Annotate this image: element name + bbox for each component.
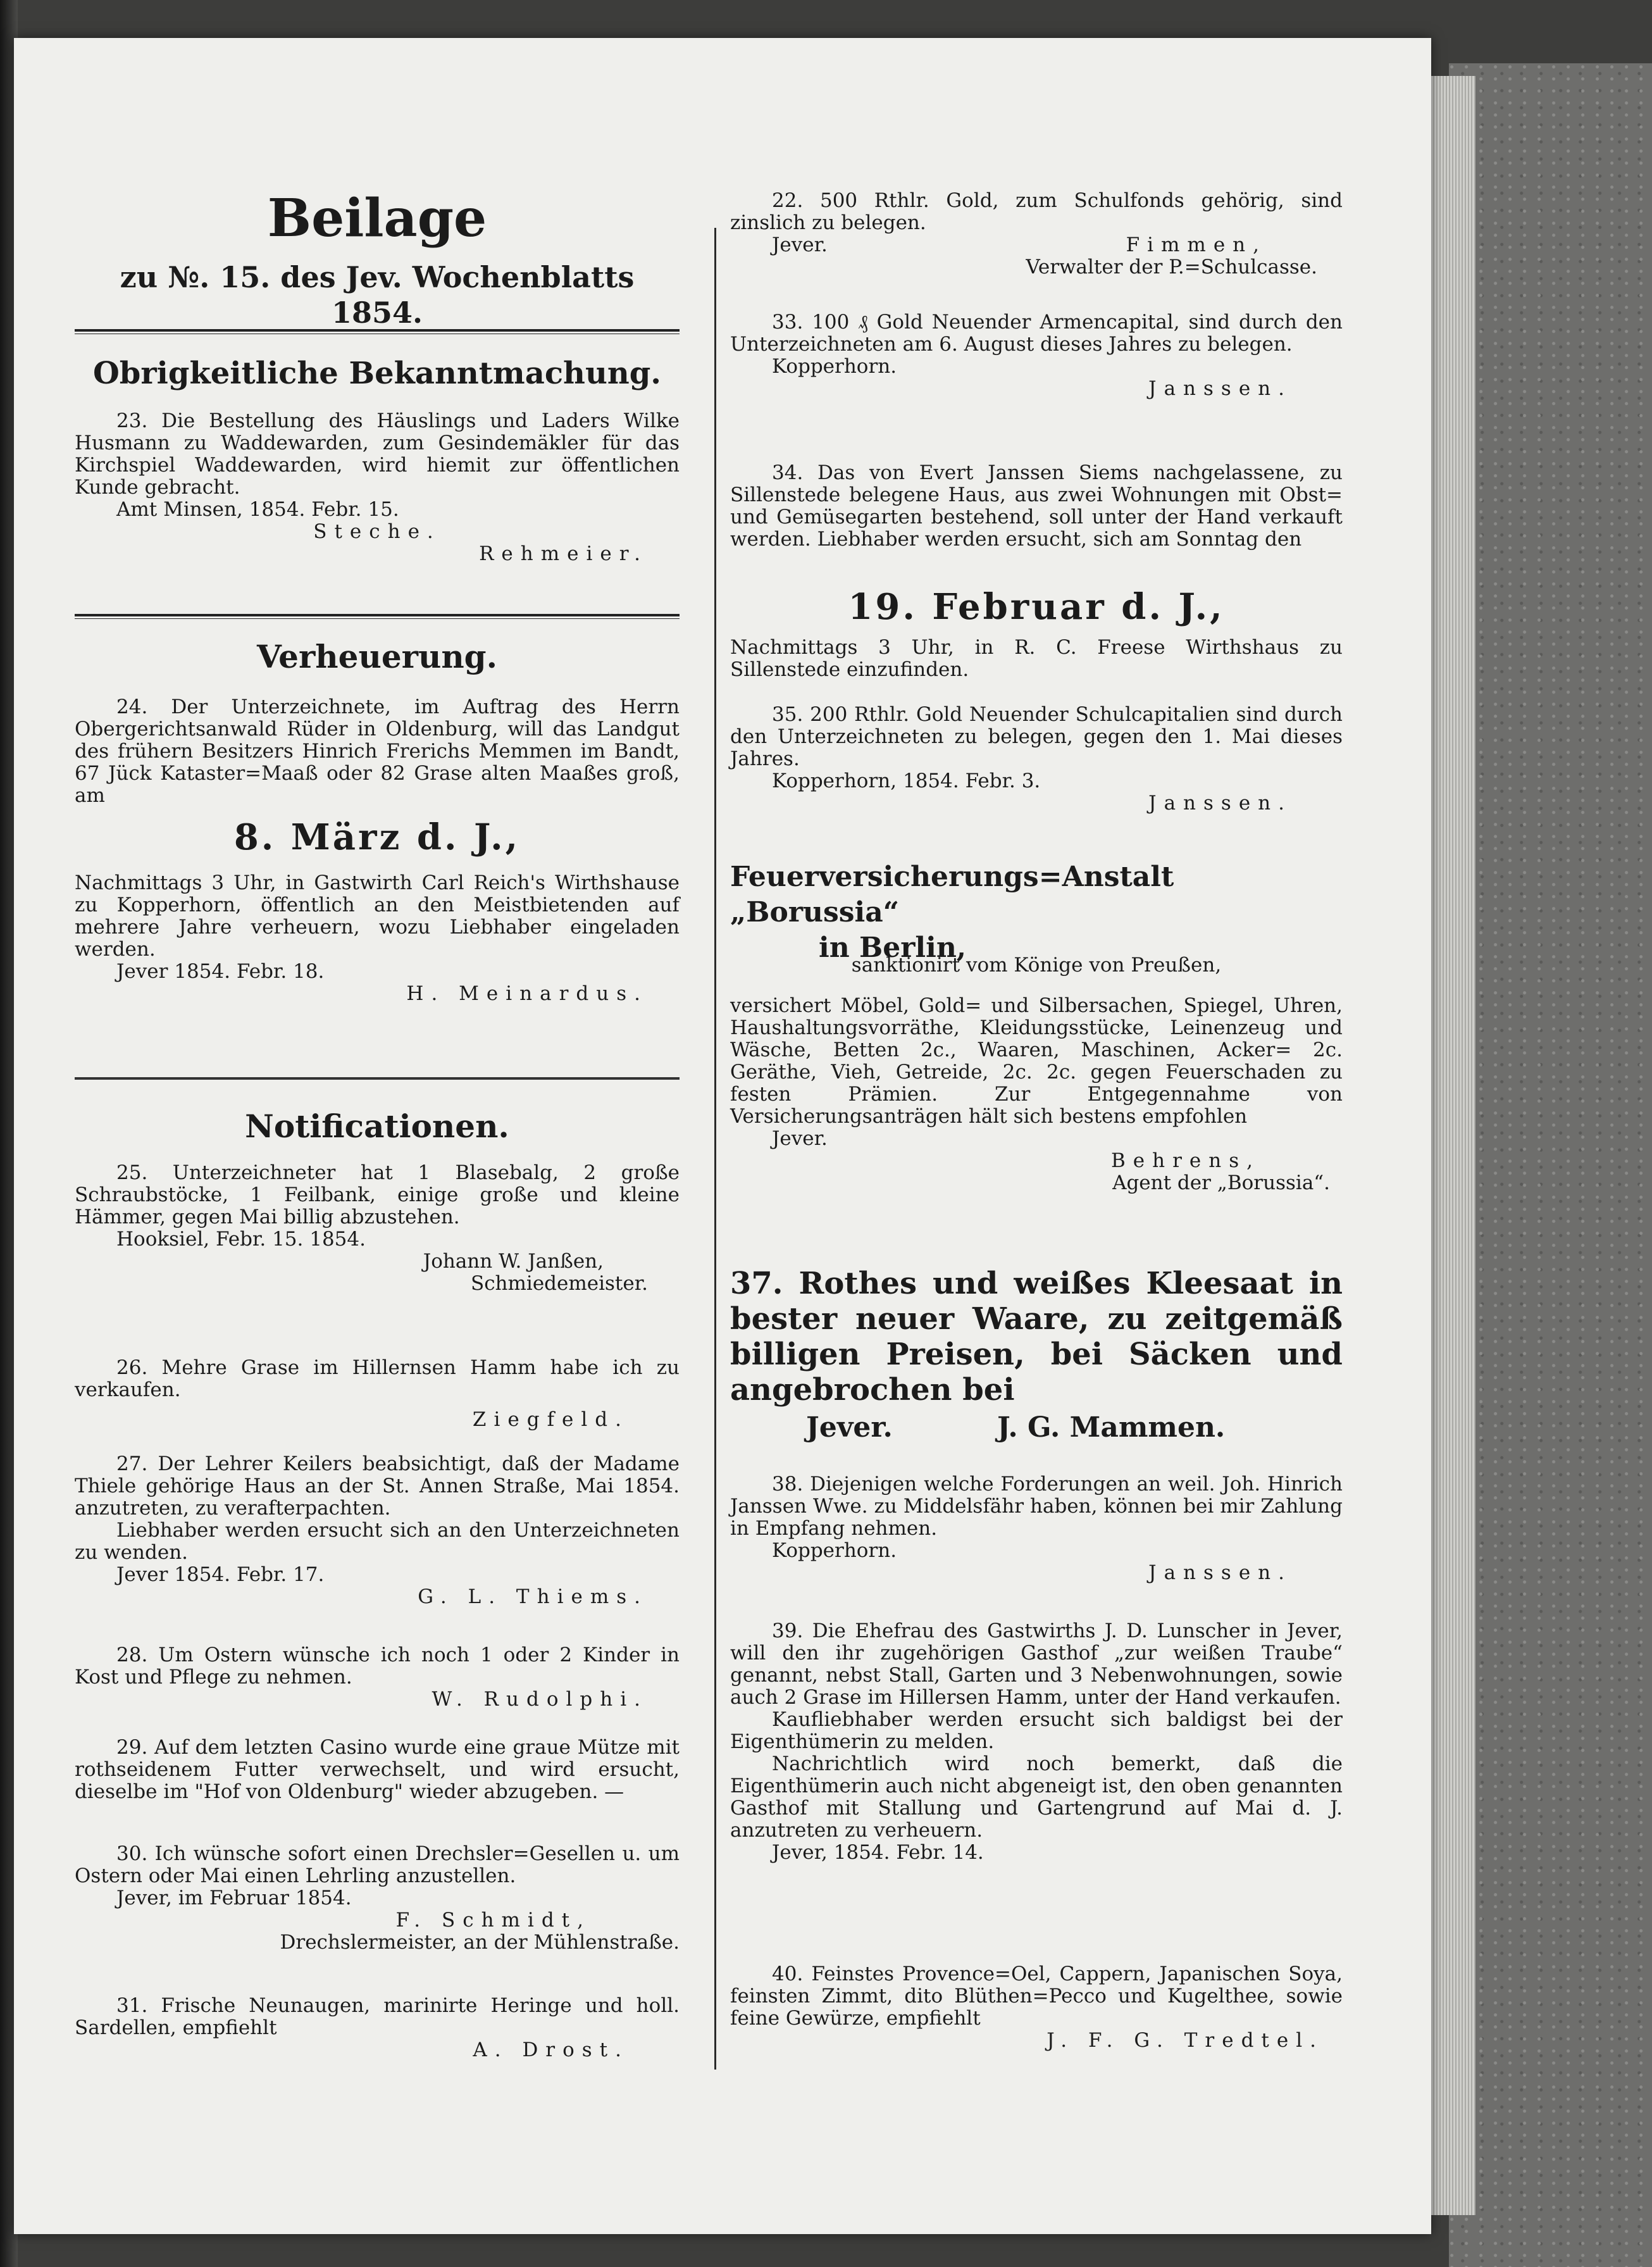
notice-30-signature: F. Schmidt, (395, 1909, 591, 1932)
notice-26-signature: Ziegfeld. (472, 1408, 629, 1431)
notice-27-place: Jever 1854. Febr. 17. (116, 1563, 325, 1586)
notice-35: 35. 200 Rthlr. Gold Neuender Schulcapitalien sind durch den Unterzeichneten zu belegen, gegen den 1. Mai dieses Jahres. (730, 703, 1343, 770)
notice-39-b: Kaufliebhaber werden ersucht sich baldigst bei der Eigenthümerin zu melden. (730, 1708, 1343, 1753)
supplement-subtitle: zu №. 15. des Jev. Wochenblatts 1854. (120, 260, 635, 330)
notice-39-place: Jever, 1854. Febr. 14. (772, 1841, 984, 1864)
notice-36-role: Agent der „Borussia“. (1112, 1171, 1330, 1194)
notice-39-c: Nachrichtlich wird noch bemerkt, daß die Eigenthümerin auch nicht abgeneigt ist, den oben genannten Gasthof mit Stallung und Gartengrund auf Mai d. J. anzutreten zu verheuern. (730, 1752, 1343, 1842)
notice-37-place: Jever. (806, 1411, 893, 1444)
divider (75, 1077, 680, 1080)
notice-30-place: Jever, im Februar 1854. (116, 1887, 352, 1909)
notice-38-place: Kopperhorn. (772, 1539, 897, 1562)
notice-24-signature: H. Meinardus. (406, 982, 648, 1005)
notice-24-place: Jever 1854. Febr. 18. (116, 960, 325, 983)
notice-33: 33. 100 ₰ Gold Neuender Armencapital, sind durch den Unterzeichneten am 6. August dieses Jahres zu belegen. (730, 311, 1343, 356)
notice-25-role: Schmiedemeister. (470, 1272, 648, 1295)
notice-36-heading: Feuerversicherungs=Anstalt „Borussia“ (730, 861, 1174, 928)
notice-23-signature-2: Rehmeier. (479, 542, 648, 565)
notice-24-continued: Nachmittags 3 Uhr, in Gastwirth Carl Reich's Wirthshause zu Kopperhorn, öffentlich an den Meistbietenden auf mehrere Jahre verheuern, wozu Liebhaber eingeladen werden. (75, 871, 680, 961)
notice-23-place: Amt Minsen, 1854. Febr. 15. (116, 498, 399, 521)
notice-33-signature: Janssen. (1148, 377, 1292, 400)
notice-34: 34. Das von Evert Janssen Siems nachgelassene, zu Sillenstede belegene Haus, aus zwei Wohnungen mit Obst= und Gemüsegarten bestehend, soll unter der Hand verkauft werden. Liebhaber werden ersucht, sich am Sonntag den (730, 461, 1343, 551)
notice-35-place: Kopperhorn, 1854. Febr. 3. (772, 770, 1041, 792)
section-heading-notifications: Notificationen. (245, 1108, 509, 1145)
notice-39: 39. Die Ehefrau des Gastwirths J. D. Lunscher in Jever, will den ihr zugehörigen Gasthof „zur weißen Traube“ genannt, nebst Stall, Garten und 3 Nebenwohnungen, sowie auch 2 Grase im Hillersen Hamm, unter der Hand verkaufen. (730, 1620, 1343, 1709)
notice-38: 38. Diejenigen welche Forderungen an weil. Joh. Hinrich Janssen Wwe. zu Middelsfähr haben, können bei mir Zahlung in Empfang nehmen. (730, 1473, 1343, 1540)
section-heading-official: Obrigkeitliche Bekanntmachung. (92, 356, 662, 391)
notice-25: 25. Unterzeichneter hat 1 Blasebalg, 2 große Schraubstöcke, 1 Feilbank, einige große und kleine Hämmer, gegen Mai billig abzustehen. (75, 1161, 680, 1228)
column-divider (714, 228, 716, 2070)
notice-35-signature: Janssen. (1148, 792, 1292, 815)
notice-27-b: Liebhaber werden ersucht sich an den Unterzeichneten zu wenden. (75, 1519, 680, 1564)
notice-25-signature: Johann W. Janßen, (423, 1250, 604, 1273)
notice-29: 29. Auf dem letzten Casino wurde eine graue Mütze mit rothseidenem Futter verwechselt, und wird ersucht, dieselbe im "Hof von Oldenburg" wieder abzugeben. — (75, 1736, 680, 1803)
notice-37-signature: J. G. Mammen. (997, 1411, 1226, 1444)
notice-34-date: 19. Februar d. J., (848, 586, 1225, 628)
divider (75, 329, 680, 334)
notice-30-role: Drechslermeister, an der Mühlenstraße. (280, 1931, 680, 1954)
notice-26: 26. Mehre Grase im Hillernsen Hamm habe ich zu verkaufen. (75, 1356, 680, 1401)
divider (75, 614, 680, 619)
notice-23: 23. Die Bestellung des Häuslings und Laders Wilke Husmann zu Waddewarden, zum Gesindemäkler für das Kirchspiel Waddewarden, wird hiemit zur öffentlichen Kunde gebracht. (75, 409, 680, 499)
notice-22: 22. 500 Rthlr. Gold, zum Schulfonds gehörig, sind zinslich zu belegen. (730, 189, 1343, 234)
newspaper-page (14, 38, 1431, 2234)
notice-36-signature: Behrens, (1111, 1149, 1260, 1172)
book-board (1449, 63, 1652, 2267)
supplement-title: Beilage (267, 188, 487, 249)
notice-30: 30. Ich wünsche sofort einen Drechsler=Gesellen u. um Ostern oder Mai einen Lehrling anzustellen. (75, 1842, 680, 1887)
notice-38-signature: Janssen. (1148, 1561, 1292, 1584)
notice-28: 28. Um Ostern wünsche ich noch 1 oder 2 Kinder in Kost und Pflege zu nehmen. (75, 1644, 680, 1689)
notice-24-date: 8. März d. J., (233, 816, 521, 858)
notice-22-place: Jever. (772, 234, 828, 256)
notice-27-signature: G. L. Thiems. (418, 1585, 648, 1608)
notice-34-continued: Nachmittags 3 Uhr, in R. C. Freese Wirthshaus zu Sillenstede einzufinden. (730, 636, 1343, 681)
notice-31-signature: A. Drost. (473, 2039, 629, 2061)
notice-22-signature: Fimmen, (1126, 234, 1267, 256)
notice-33-place: Kopperhorn. (772, 355, 897, 378)
notice-31: 31. Frische Neunaugen, marinirte Heringe und holl. Sardellen, empfiehlt (75, 1994, 680, 2039)
notice-28-signature: W. Rudolphi. (432, 1688, 648, 1711)
page-edge (1431, 76, 1475, 2215)
notice-23-signature-1: Steche. (313, 520, 441, 543)
notice-36-heading-city: in Berlin, (819, 932, 967, 964)
notice-36-subtitle: sanktionirt vom Könige von Preußen, (851, 954, 1222, 977)
notice-36: versichert Möbel, Gold= und Silbersachen, Spiegel, Uhren, Haushaltungsvorräthe, Kleidungsstücke, Leinenzeug und Wäsche, Betten 2c., Waaren, Maschinen, Acker= 2c. Geräthe, Vieh, Getreide, 2c. 2c. gegen Feuerschaden zu festen Prämien. Zur Entgegennahme von Versicherungsanträgen hält sich bestens empfohlen (730, 994, 1343, 1128)
notice-37: 37. Rothes und weißes Kleesaat in bester neuer Waare, zu zeitgemäß billigen Preisen, bei Säcken und angebrochen bei (730, 1266, 1343, 1408)
notice-36-place: Jever. (772, 1127, 828, 1150)
notice-27: 27. Der Lehrer Keilers beabsichtigt, daß der Madame Thiele gehörige Haus an der St. Annen Straße, Mai 1854. anzutreten, zu verafterpachten. (75, 1452, 680, 1520)
notice-40: 40. Feinstes Provence=Oel, Cappern, Japanischen Soya, feinsten Zimmt, dito Blüthen=Pecco und Kugelthee, sowie feine Gewürze, empfiehlt (730, 1963, 1343, 2030)
notice-25-place: Hooksiel, Febr. 15. 1854. (116, 1228, 366, 1251)
notice-22-role: Verwalter der P.=Schulcasse. (1026, 256, 1317, 278)
notice-40-signature: J. F. G. Tredtel. (1046, 2029, 1324, 2052)
section-heading-lease: Verheuerung. (256, 638, 498, 675)
notice-24: 24. Der Unterzeichnete, im Auftrag des Herrn Obergerichtsanwald Rüder in Oldenburg, will das Landgut des frühern Besitzers Hinrich Frerichs Memmen im Bandt, 67 Jück Kataster=Maaß oder 82 Grase alten Maaßes groß, am (75, 696, 680, 807)
